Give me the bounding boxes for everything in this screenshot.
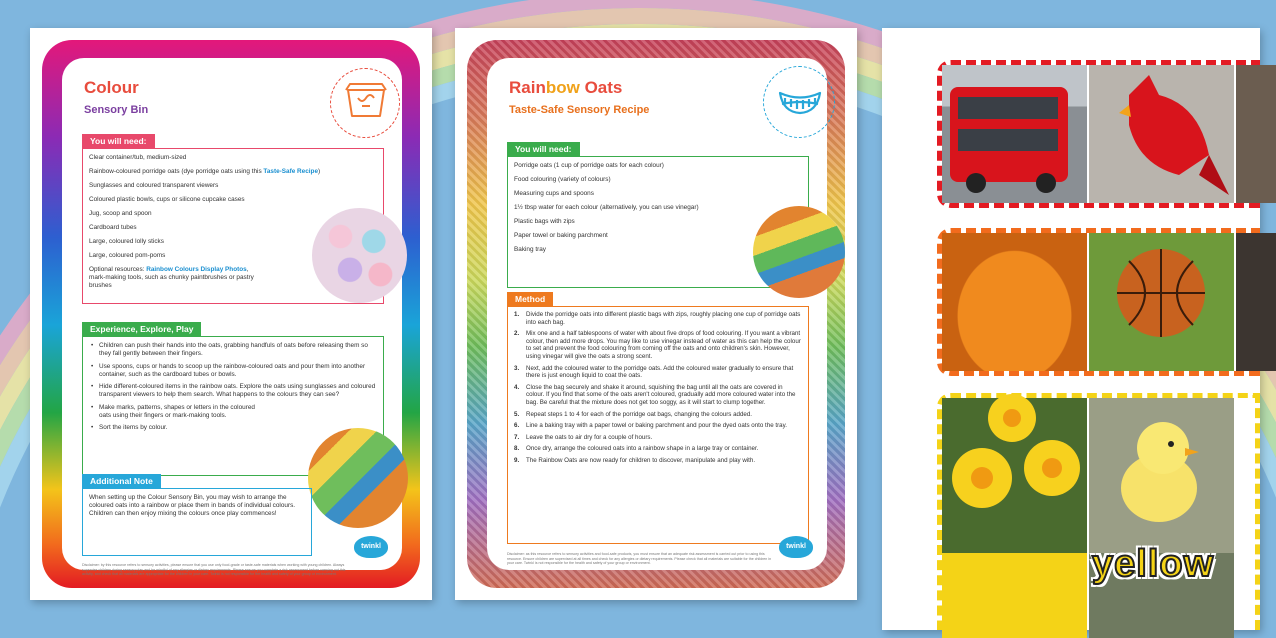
smile-mouth-icon xyxy=(777,88,823,116)
oats-panel xyxy=(487,58,827,570)
note-heading: Additional Note xyxy=(82,474,161,489)
cupcake-cases-photo xyxy=(312,208,407,303)
method-step: 6. Line a baking tray with a paper towel or baking parchment and pour the dyed oats onto the tray. xyxy=(514,422,787,430)
rainbow-oats-photo xyxy=(308,428,408,528)
method-step: 4. Close the bag securely and shake it around, squishing the bag until all the oats are covered in colour. If you find that some of the oats aren't coloured, gradually add more coloured water into the bag. Be careful that the mixture does not get too soggy, as it will start to clump together. xyxy=(514,383,796,406)
list-item: • Sort the items by colour. xyxy=(89,424,377,432)
disclaimer-text: Disclaimer: by this resource refers to sensory activities, please ensure that you use only food-grade or taste-safe materials when working with young children. Always supervise children during sensory play and be mindful of any allergies or dietary requirements. Please ensure you complete a risk assessment before carrying out this activity, and check that all materials are appropriate for the children in your care. Twinkl is not responsible for the health and safety of your group or environment. xyxy=(82,563,346,577)
method-section xyxy=(507,294,809,544)
list-item: • Use spoons, cups or hands to scoop up the rainbow-coloured oats and pour them into another container, such as the cardboard tubes or bowls. xyxy=(89,363,377,379)
list-item: • Children can push their hands into the oats, grabbing handfuls of oats before releasing them so they fall gently between their fingers. xyxy=(89,342,377,358)
method-list xyxy=(508,307,808,471)
page-subtitle: Sensory Bin xyxy=(84,104,149,116)
page-subtitle: Taste-Safe Sensory Recipe xyxy=(509,104,650,116)
method-step: 3. Next, add the coloured water to the porridge oats. Add the coloured water gradually to ensure that there is just enough liquid to coat the oats. xyxy=(514,364,794,380)
taste-safe-recipe-link[interactable]: Taste-Safe Recipe xyxy=(263,168,319,175)
list-item: Measuring cups and spoons xyxy=(514,190,594,197)
need-heading: You will need: xyxy=(507,142,580,157)
list-item: • Make marks, patterns, shapes or letters in the coloured oats using their fingers or mark-making tools. xyxy=(89,404,377,420)
colour-photo-cards-sheet[interactable] xyxy=(882,28,1260,630)
list-item: Large, coloured lolly sticks xyxy=(89,238,164,245)
list-item: Clear container/tub, medium-sized xyxy=(89,154,187,161)
list-item: Baking tray xyxy=(514,246,546,253)
rainbow-frame xyxy=(42,40,420,588)
storage-box-icon xyxy=(344,80,388,122)
colour-word-label: yellow xyxy=(1092,543,1215,585)
list-item: Paper towel or baking parchment xyxy=(514,232,608,239)
twinkl-logo: twinkl xyxy=(354,536,388,558)
basketball-photo xyxy=(1089,233,1234,371)
red-bus-photo xyxy=(942,65,1087,203)
list-item: Jug, scoop and spoon xyxy=(89,210,152,217)
yellow-photo-strip xyxy=(937,393,1260,630)
method-step: 9. The Rainbow Oats are now ready for children to discover, manipulate and play with. xyxy=(514,456,756,464)
list-item: • Hide different-coloured items in the rainbow oats. Explore the oats using sunglasses and coloured transparent viewers to help them search. What happens to the colours they can see? xyxy=(89,383,377,399)
pumpkins-photo xyxy=(942,233,1087,371)
colour-sensory-bin-sheet[interactable] xyxy=(30,28,432,600)
dyed-oats-photo xyxy=(753,206,845,298)
method-step: 1. Divide the porridge oats into different plastic bags with zips, roughly placing one cup of porridge oats into each bag. xyxy=(514,311,801,326)
partial-photo xyxy=(1236,65,1276,203)
method-step: 8. Once dry, arrange the coloured oats into a rainbow shape in a large tray or container. xyxy=(514,445,759,453)
page-title: Rainbow Oats xyxy=(509,78,623,97)
rainbow-photos-link[interactable]: Rainbow Colours Display Photos xyxy=(146,266,247,273)
method-step: 5. Repeat steps 1 to 4 for each of the porridge oat bags, changing the colours added. xyxy=(514,410,752,418)
daffodil-icon xyxy=(942,398,1087,548)
note-text: When setting up the Colour Sensory Bin, you may wish to arrange the coloured oats into a rainbow or place them in bands of individual colours. Children can then enjoy mixing the colours once play commences! xyxy=(89,494,296,517)
list-item: Cardboard tubes xyxy=(89,224,137,231)
list-item: Sunglasses and coloured transparent viewers xyxy=(89,182,219,189)
list-item: Rainbow-coloured porridge oats (dye porridge oats using this Taste-Safe Recipe) xyxy=(89,168,321,175)
method-step: 7. Leave the oats to air dry for a couple of hours. xyxy=(514,433,653,441)
list-item: Coloured plastic bowls, cups or silicone cupcake cases xyxy=(89,196,245,203)
twinkl-logo: twinkl xyxy=(779,536,813,558)
list-item: Optional resources: Rainbow Colours Display Photos, mark-making tools, such as chunky paintbrushes or pastry brushes xyxy=(89,266,254,289)
cardinal-bird-photo xyxy=(1089,65,1234,203)
note-section xyxy=(82,476,312,556)
page-title: Colour xyxy=(84,78,139,97)
disclaimer-text: Disclaimer: as this resource refers to sensory activities and food-safe products, you must ensure that an adequate risk assessment is carried out prior to using this resource. Ensure children are supervised at all times and check for any allergies or dietary requirements. Please check that all materials are suitable for the children in your care. Twinkl is not responsible for the health and safety of your group or environment. xyxy=(507,552,772,566)
explore-heading: Experience, Explore, Play xyxy=(82,322,201,337)
list-item: 1½ tbsp water for each colour (alternatively, you can use vinegar) xyxy=(514,204,699,211)
basketball-icon xyxy=(1089,233,1234,373)
list-item: Large, coloured pom-poms xyxy=(89,252,166,259)
list-item: Food colouring (variety of colours) xyxy=(514,176,611,183)
list-item: Plastic bags with zips xyxy=(514,218,575,225)
partial-photo xyxy=(1236,233,1276,371)
orange-photo-strip xyxy=(937,228,1260,376)
chick-icon xyxy=(1089,398,1234,548)
cardinal-icon xyxy=(1089,65,1234,205)
red-photo-strip xyxy=(937,60,1260,208)
need-heading: You will need: xyxy=(82,134,155,149)
method-heading: Method xyxy=(507,292,553,307)
lemons-photo xyxy=(942,553,1087,638)
colour-panel xyxy=(62,58,402,577)
list-item: Porridge oats (1 cup of porridge oats for each colour) xyxy=(514,162,664,169)
oats-frame xyxy=(467,40,845,588)
bus-icon xyxy=(942,65,1087,205)
rainbow-oats-sheet[interactable] xyxy=(455,28,857,600)
method-step: 2. Mix one and a half tablespoons of water with about five drops of food colouring. If you want a vibrant colour, then add more drops. You may like to use vinegar instead of water as this can help the colour to set and prevent the food colouring from coming off the oats and onto children's skin. However, using vinegar will give the oats a strong scent. xyxy=(514,330,801,360)
explore-list xyxy=(83,337,383,442)
